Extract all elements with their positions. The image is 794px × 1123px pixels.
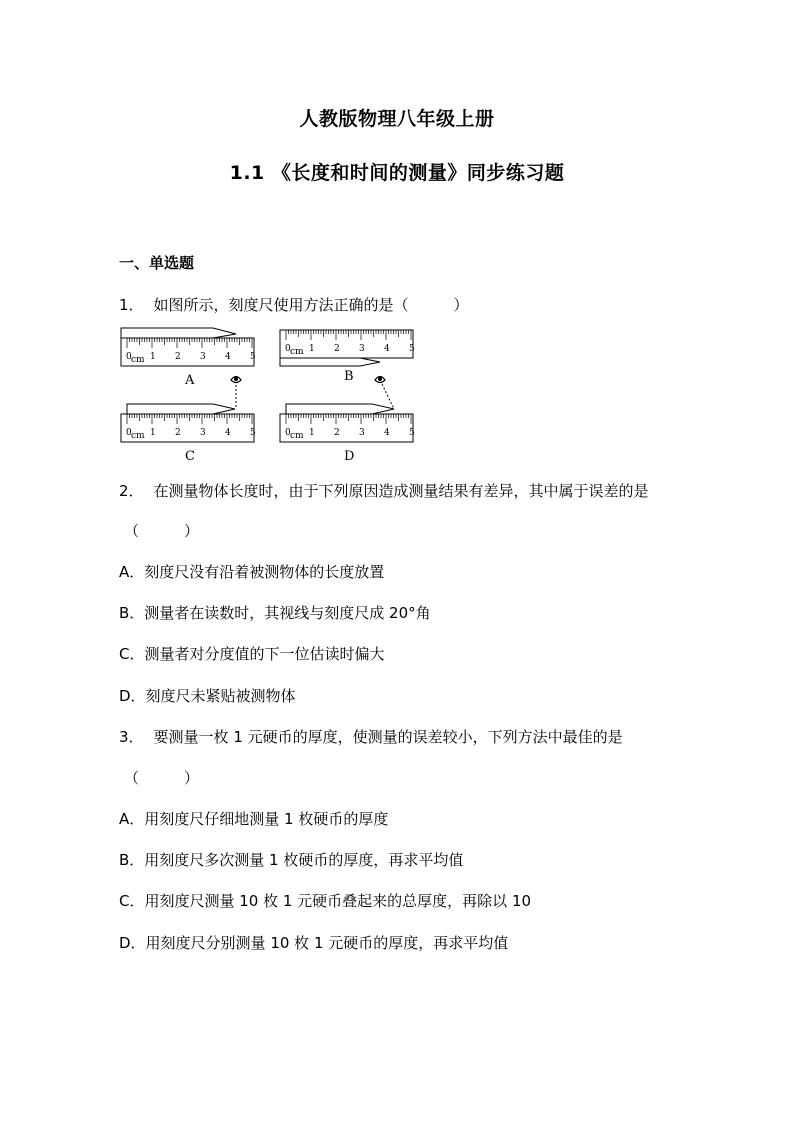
question-1 [119,294,469,315]
ruler-diagram [117,326,417,466]
ruler-tick-label: 4 [225,428,231,438]
option-b: B．用刻度尺多次测量 1 枚硬币的厚度，再求平均值 [119,851,464,869]
question-3 [119,726,623,747]
ruler-tick-label: 1 [150,428,156,438]
question-2-paren: （ ） [124,522,200,540]
option-a: A．刻度尺没有沿着被测物体的长度放置 [119,563,385,581]
question-number: 2． [119,482,144,500]
question-stem: 在测量物体长度时，由于下列原因造成测量结果有差异，其中属于误差的是 [153,482,649,500]
ruler-tick-label: 5 [409,428,415,438]
eye-pupil-icon [378,377,382,381]
figure-label: A [185,373,195,388]
option-c: C．测量者对分度值的下一位估读时偏大 [119,645,385,663]
section-heading: 一、单选题 [119,254,195,272]
ruler-tick-label: 0 [126,428,132,438]
ruler-tick-label: 4 [225,352,231,362]
ruler-tick-label: 2 [175,352,181,362]
ruler-tick-label: 3 [200,428,206,438]
option-c: C．用刻度尺测量 10 枚 1 元硬币叠起来的总厚度，再除以 10 [119,892,532,910]
question-number: 3． [119,728,144,746]
question-number: 1． [119,296,144,314]
ruler-tick-label: 5 [250,428,256,438]
figure-label: B [344,369,354,384]
ruler-tick-label: 1 [150,352,156,362]
option-d: D．刻度尺未紧贴被测物体 [119,687,296,705]
question-2 [119,480,649,501]
ruler-tick-label: 5 [409,344,415,354]
ruler-tick-label: 0 [285,428,291,438]
ruler-unit-label: cm [131,355,145,365]
option-a: A．用刻度尺仔细地测量 1 枚硬币的厚度 [119,810,389,828]
eye-pupil-icon [234,377,238,381]
measured-object [121,328,236,338]
ruler-unit-label: cm [290,431,304,441]
ruler-tick-label: 3 [359,428,365,438]
page-title: 人教版物理八年级上册 [299,108,495,130]
ruler-tick-label: 4 [384,428,390,438]
question-stem: 如图所示，刻度尺使用方法正确的是（ ） [153,296,469,314]
ruler-tick-label: 5 [250,352,256,362]
measured-object [127,404,235,414]
ruler-unit-label: cm [290,347,304,357]
ruler-tick-label: 0 [285,344,291,354]
ruler-tick-label: 4 [384,344,390,354]
ruler-tick-label: 3 [359,344,365,354]
ruler-tick-label: 2 [334,428,340,438]
ruler-unit-label: cm [131,431,145,441]
ruler-tick-label: 0 [126,352,132,362]
ruler-tick-label: 2 [175,428,181,438]
figure-label: C [185,449,195,464]
page-subtitle: 1.1 《长度和时间的测量》同步练习题 [229,162,565,184]
ruler-tick-label: 3 [200,352,206,362]
question-stem: 要测量一枚 1 元硬币的厚度，使测量的误差较小，下列方法中最佳的是 [153,728,623,746]
ruler-figure [117,326,417,466]
ruler-tick-label: 2 [334,344,340,354]
ruler-tick-label: 1 [309,428,315,438]
option-b: B．测量者在读数时，其视线与刻度尺成 20°角 [119,604,431,622]
figure-label: D [344,449,355,464]
measured-object [280,358,380,366]
option-d: D．用刻度尺分别测量 10 枚 1 元硬币的厚度，再求平均值 [119,934,509,952]
sight-line [382,384,394,409]
ruler-tick-label: 1 [309,344,315,354]
question-3-paren: （ ） [124,769,200,787]
measured-object [286,404,394,414]
